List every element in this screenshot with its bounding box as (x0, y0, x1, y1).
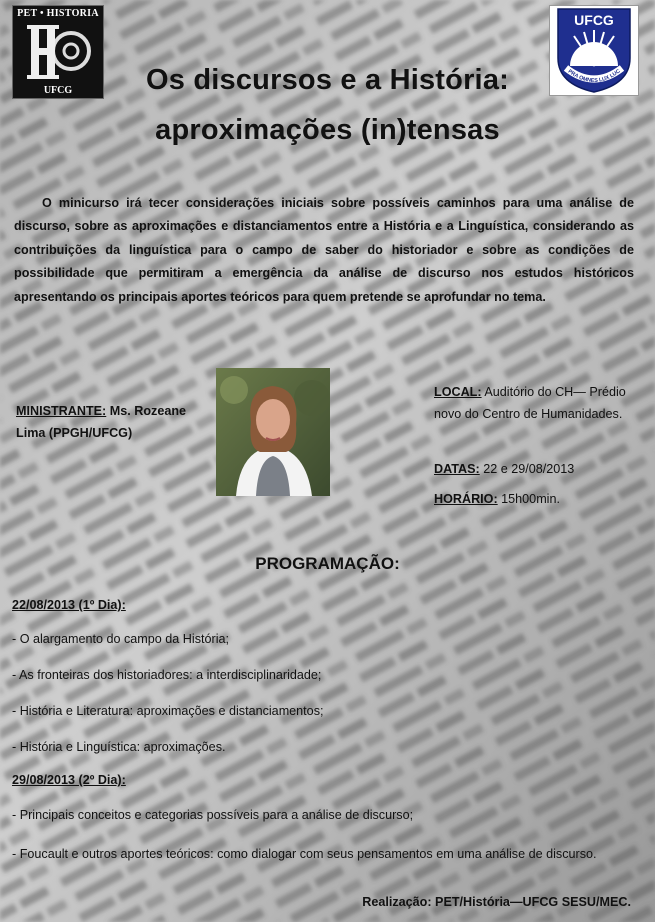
horario-info (434, 488, 634, 510)
instructor-photo (216, 368, 330, 496)
local-value: Auditório do CH— Prédio novo do Centro de Humanidades. (434, 385, 626, 421)
programacao-title: PROGRAMAÇÃO: (255, 554, 400, 573)
horario-value: 15h00min. (497, 492, 560, 506)
pet-logo-top-text: PET • HISTORIA (17, 8, 99, 19)
ufcg-motto: PRA OMNES LUX LUC (566, 68, 622, 85)
ministrante-block (16, 400, 212, 444)
ministrante-value: Ms. Rozeane Lima (PPGH/UFCG) (16, 404, 187, 440)
day1-item: - História e Literatura: aproximações e distanciamentos; (12, 704, 324, 718)
realizacao-footer: Realização: PET/História—UFCG SESU/MEC. (362, 895, 631, 909)
title-line-1: Os discursos e a História: (146, 64, 509, 96)
ministrante-label: MINISTRANTE: (16, 404, 107, 418)
local-info (434, 381, 634, 425)
day1-item: - As fronteiras dos historiadores: a interdisciplinaridade; (12, 668, 322, 682)
local-label: LOCAL: (434, 385, 482, 399)
day1-label: 22/08/2013 (1º Dia): (12, 598, 126, 612)
pet-logo-bottom-text: UFCG (43, 85, 73, 96)
datas-value: 22 e 29/08/2013 (479, 462, 575, 476)
title-line-2: aproximações (in)tensas (155, 114, 500, 146)
day2-item: - Foucault e outros aportes teóricos: como dialogar com seus pensamentos em uma análise de discurso. (12, 847, 597, 861)
day1-item: - O alargamento do campo da História; (12, 632, 229, 646)
course-description: O minicurso irá tecer considerações iniciais sobre possíveis caminhos para uma análise de discurso, sobre as aproximações e distanciamentos entre a História e a Linguística, considerando as contribuições da linguística para o campo de saber do historiador e sobre as condições de possibilidade que permitiram a emergência da análise de discurso nos estudos históricos apresentando os principais aportes teóricos para quem pretende se aprofundar no tema. (14, 196, 634, 304)
day2-item: - Principais conceitos e categorias possíveis para a análise de discurso; (12, 808, 414, 822)
day2-label: 29/08/2013 (2º Dia): (12, 773, 126, 787)
day1-item: - História e Linguística: aproximações. (12, 740, 226, 754)
datas-label: DATAS: (434, 462, 480, 476)
ufcg-logo-name: UFCG (574, 12, 614, 28)
horario-label: HORÁRIO: (434, 492, 498, 506)
datas-info (434, 458, 634, 480)
